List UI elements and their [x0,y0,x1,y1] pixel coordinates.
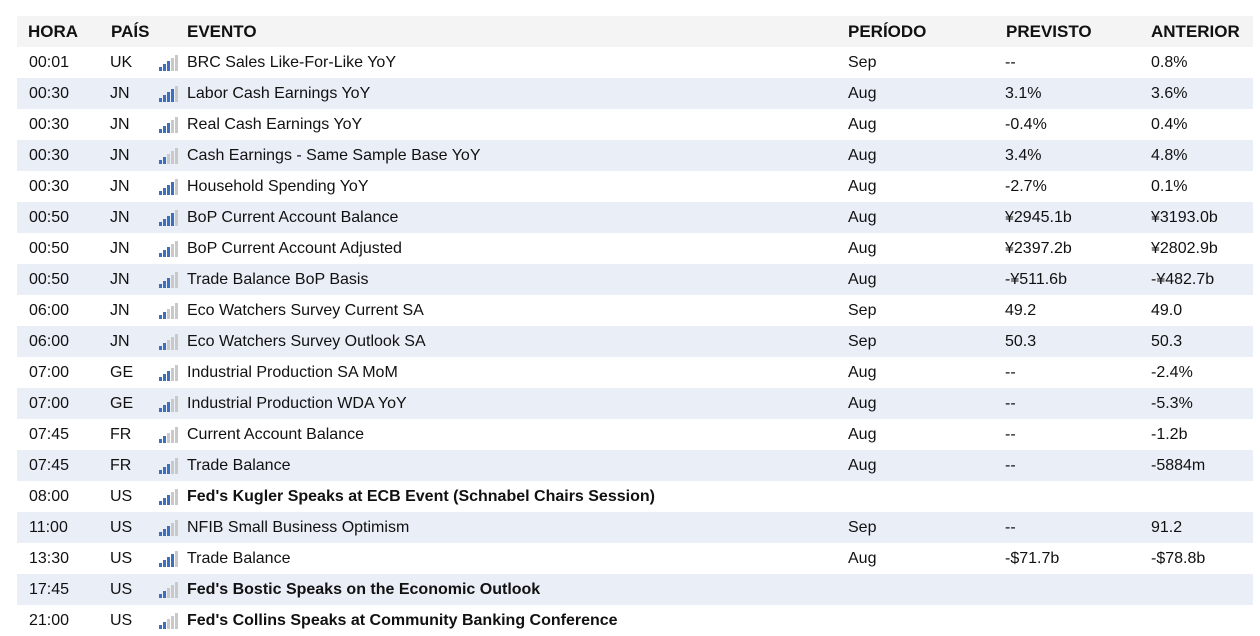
row-country: JN [110,116,130,133]
row-previous: -¥482.7b [1151,271,1215,288]
importance-bars-icon [159,489,185,505]
row-time: 00:30 [29,85,70,102]
row-previous: -2.4% [1151,364,1193,381]
row-event[interactable]: Eco Watchers Survey Current SA [187,302,424,319]
table-row[interactable] [17,264,1253,295]
importance-bars-icon [159,272,185,288]
row-period: Aug [848,209,877,226]
row-country: JN [110,271,130,288]
row-event[interactable]: Cash Earnings - Same Sample Base YoY [187,147,481,164]
row-event[interactable]: Current Account Balance [187,426,364,443]
row-event[interactable]: Industrial Production SA MoM [187,364,398,381]
importance-bars-icon [159,520,185,536]
header-forecast[interactable]: PREVISTO [1006,22,1092,41]
importance-bars-icon [159,55,185,71]
row-event[interactable]: Real Cash Earnings YoY [187,116,363,133]
row-previous: -$78.8b [1151,550,1206,567]
row-forecast: ¥2945.1b [1005,209,1072,226]
row-period: Sep [848,54,877,71]
row-event[interactable]: Eco Watchers Survey Outlook SA [187,333,426,350]
row-event[interactable]: Trade Balance [187,457,291,474]
row-event[interactable]: BoP Current Account Adjusted [187,240,402,257]
row-previous: 4.8% [1151,147,1188,164]
row-time: 07:45 [29,457,70,474]
table-row[interactable] [17,357,1253,388]
row-country: GE [110,395,134,412]
row-forecast: 3.1% [1005,85,1042,102]
importance-bars-icon [159,179,185,195]
row-time: 08:00 [29,488,70,505]
row-event[interactable]: Industrial Production WDA YoY [187,395,407,412]
row-previous: -5.3% [1151,395,1193,412]
row-previous: -1.2b [1151,426,1188,443]
row-event[interactable]: Fed's Bostic Speaks on the Economic Outlook [187,581,541,598]
row-previous: 0.1% [1151,178,1188,195]
row-period: Aug [848,240,877,257]
row-country: GE [110,364,134,381]
row-period: Aug [848,85,877,102]
row-time: 07:45 [29,426,70,443]
importance-bars-icon [159,396,185,412]
row-previous: 3.6% [1151,85,1188,102]
row-event[interactable]: NFIB Small Business Optimism [187,519,410,536]
row-period: Sep [848,333,877,350]
table-row[interactable] [17,140,1253,171]
table-row[interactable] [17,109,1253,140]
row-previous: ¥2802.9b [1151,240,1218,257]
row-country: US [110,488,133,505]
header-time[interactable]: HORA [28,22,79,41]
importance-bars-icon [159,210,185,226]
row-event[interactable]: Household Spending YoY [187,178,369,195]
importance-bars-icon [159,613,185,629]
importance-bars-icon [159,148,185,164]
header-event[interactable]: EVENTO [187,22,257,41]
header-country[interactable]: PAÍS [111,22,150,41]
row-country: US [110,519,133,536]
row-country: JN [110,302,130,319]
row-event[interactable]: BRC Sales Like-For-Like YoY [187,54,396,71]
row-previous: ¥3193.0b [1151,209,1218,226]
row-time: 00:50 [29,271,70,288]
row-country: FR [110,426,132,443]
table-row[interactable] [17,388,1253,419]
row-time: 00:30 [29,147,70,164]
importance-bars-icon [159,241,185,257]
row-time: 21:00 [29,612,70,629]
table-row[interactable] [17,543,1253,574]
row-time: 00:50 [29,209,70,226]
table-row[interactable] [17,326,1253,357]
row-country: UK [110,54,133,71]
row-period: Aug [848,271,877,288]
row-previous: 49.0 [1151,302,1183,319]
row-previous: -5884m [1151,457,1206,474]
header-previous[interactable]: ANTERIOR [1151,22,1240,41]
row-forecast: -- [1005,519,1016,536]
row-event[interactable]: Fed's Collins Speaks at Community Banking Conference [187,612,618,629]
row-time: 13:30 [29,550,70,567]
row-country: JN [110,85,130,102]
table-row[interactable] [17,512,1253,543]
row-country: JN [110,147,130,164]
row-time: 00:30 [29,178,70,195]
row-time: 17:45 [29,581,70,598]
row-forecast: 49.2 [1005,302,1037,319]
row-forecast: -- [1005,364,1016,381]
row-forecast: -¥511.6b [1005,271,1067,288]
row-time: 07:00 [29,395,70,412]
importance-bars-icon [159,334,185,350]
row-previous: 50.3 [1151,333,1183,350]
row-country: FR [110,457,132,474]
row-time: 00:30 [29,116,70,133]
row-previous: 0.8% [1151,54,1188,71]
importance-bars-icon [159,303,185,319]
row-forecast: -- [1005,426,1016,443]
row-forecast: ¥2397.2b [1005,240,1072,257]
table-row[interactable] [17,171,1253,202]
row-country: US [110,581,133,598]
table-row[interactable] [17,233,1253,264]
row-event[interactable]: Trade Balance [187,550,291,567]
table-row[interactable] [17,605,1253,636]
importance-bars-icon [159,365,185,381]
row-time: 11:00 [29,519,68,536]
row-country: JN [110,178,130,195]
row-event[interactable]: Fed's Kugler Speaks at ECB Event (Schnabel Chairs Session) [187,488,655,505]
row-forecast: 50.3 [1005,333,1037,350]
row-forecast: -0.4% [1005,116,1047,133]
row-country: US [110,550,133,567]
row-period: Sep [848,519,877,536]
row-event[interactable]: BoP Current Account Balance [187,209,399,226]
table-header [17,16,1253,47]
importance-bars-icon [159,551,185,567]
row-forecast: -- [1005,457,1016,474]
row-period: Aug [848,550,877,567]
row-time: 07:00 [29,364,70,381]
row-previous: 91.2 [1151,519,1183,536]
row-event[interactable]: Labor Cash Earnings YoY [187,85,371,102]
importance-bars-icon [159,582,185,598]
row-forecast: -- [1005,395,1016,412]
row-period: Aug [848,457,877,474]
row-time: 06:00 [29,333,70,350]
row-time: 06:00 [29,302,70,319]
row-forecast: -- [1005,54,1016,71]
table-row[interactable] [17,47,1253,78]
row-period: Aug [848,364,877,381]
table-row[interactable] [17,295,1253,326]
row-country: US [110,612,133,629]
row-period: Sep [848,302,877,319]
row-period: Aug [848,426,877,443]
importance-bars-icon [159,117,185,133]
row-time: 00:01 [29,54,70,71]
row-period: Aug [848,178,877,195]
table-row[interactable] [17,481,1253,512]
row-time: 00:50 [29,240,70,257]
importance-bars-icon [159,458,185,474]
row-country: JN [110,240,130,257]
row-forecast: 3.4% [1005,147,1042,164]
row-forecast: -2.7% [1005,178,1047,195]
row-forecast: -$71.7b [1005,550,1060,567]
row-country: JN [110,209,130,226]
importance-bars-icon [159,86,185,102]
row-period: Aug [848,147,877,164]
row-previous: 0.4% [1151,116,1188,133]
table-row[interactable] [17,450,1253,481]
table-row[interactable] [17,419,1253,450]
header-period[interactable]: PERÍODO [848,22,927,41]
row-country: JN [110,333,130,350]
importance-bars-icon [159,427,185,443]
row-event[interactable]: Trade Balance BoP Basis [187,271,369,288]
table-row[interactable] [17,78,1253,109]
row-period: Aug [848,395,877,412]
row-period: Aug [848,116,877,133]
table-row[interactable] [17,574,1253,605]
table-row[interactable] [17,202,1253,233]
